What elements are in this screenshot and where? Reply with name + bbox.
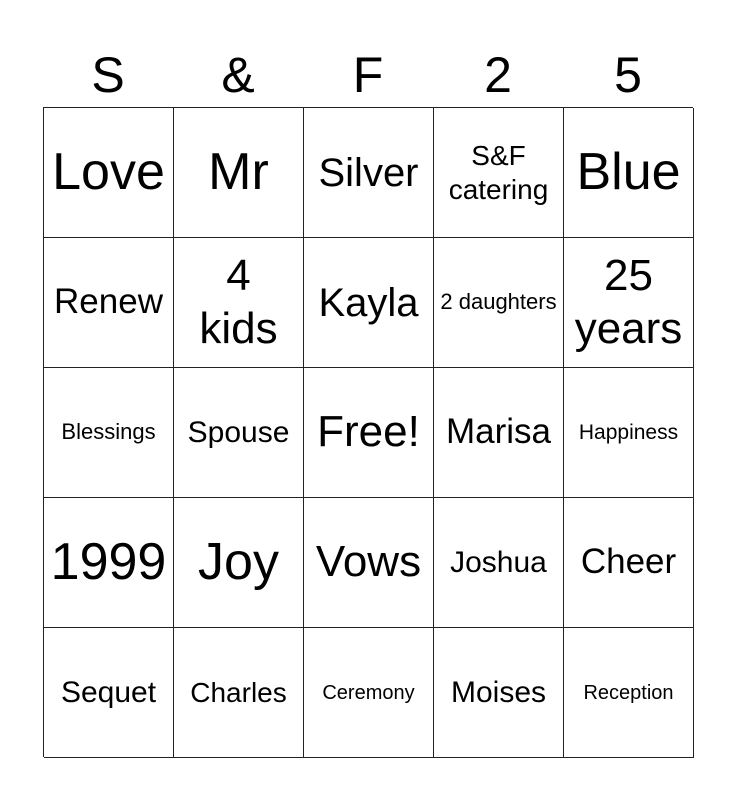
cell-text: Happiness: [578, 420, 679, 444]
cell-text: Joshua: [450, 545, 547, 579]
bingo-header: [43, 42, 693, 108]
bingo-cell[interactable]: [174, 628, 304, 758]
bingo-cell[interactable]: [44, 238, 174, 368]
cell-text: Moises: [450, 675, 547, 709]
bingo-cell[interactable]: [304, 238, 434, 368]
bingo-cell[interactable]: [434, 368, 564, 498]
cell-text: Free!: [317, 407, 420, 457]
cell-text: Love: [52, 142, 165, 201]
cell-text: 1999: [50, 532, 167, 591]
bingo-cell[interactable]: [434, 498, 564, 628]
bingo-cell[interactable]: [434, 628, 564, 758]
cell-text: 2 daughters: [440, 289, 557, 315]
bingo-cell[interactable]: [174, 108, 304, 238]
cell-text: Silver: [318, 150, 419, 195]
bingo-cell[interactable]: [304, 108, 434, 238]
cell-text: Charles: [190, 676, 287, 708]
header-letter: &: [221, 47, 255, 103]
bingo-grid: [43, 107, 693, 757]
bingo-cell[interactable]: [174, 368, 304, 498]
bingo-cell[interactable]: [564, 628, 694, 758]
bingo-cell[interactable]: [174, 498, 304, 628]
cell-text: Sequet: [60, 675, 157, 709]
cell-text: Joy: [198, 532, 279, 591]
header-letter: 5: [614, 47, 642, 103]
bingo-cell[interactable]: [44, 498, 174, 628]
cell-text: Blessings: [61, 419, 156, 445]
bingo-cell[interactable]: [434, 238, 564, 368]
cell-text: Cheer: [580, 542, 677, 582]
cell-text: Vows: [315, 537, 422, 587]
bingo-cell[interactable]: [44, 368, 174, 498]
bingo-cell[interactable]: [434, 108, 564, 238]
header-letter: 2: [484, 47, 512, 103]
bingo-cell[interactable]: [304, 498, 434, 628]
bingo-cell[interactable]: [564, 238, 694, 368]
header-letter: F: [352, 47, 384, 103]
cell-text: Ceremony: [322, 681, 415, 704]
cell-text: Spouse: [187, 415, 290, 449]
cell-text: Blue: [576, 142, 681, 201]
bingo-cell[interactable]: [564, 108, 694, 238]
cell-text: Kayla: [318, 280, 419, 325]
cell-text: S&F catering: [448, 139, 549, 205]
bingo-cell[interactable]: [174, 238, 304, 368]
cell-text: Mr: [208, 142, 269, 201]
bingo-cell[interactable]: [564, 498, 694, 628]
cell-text: Marisa: [445, 412, 552, 452]
free-space-cell[interactable]: [304, 368, 434, 498]
cell-text: 25 years: [574, 250, 683, 353]
bingo-cell[interactable]: [564, 368, 694, 498]
header-letter: S: [91, 47, 125, 103]
cell-text: Renew: [54, 282, 163, 322]
cell-text: 4 kids: [199, 250, 278, 353]
cell-text: Reception: [583, 681, 674, 704]
bingo-cell[interactable]: [44, 628, 174, 758]
bingo-cell[interactable]: [44, 108, 174, 238]
bingo-cell[interactable]: [304, 628, 434, 758]
